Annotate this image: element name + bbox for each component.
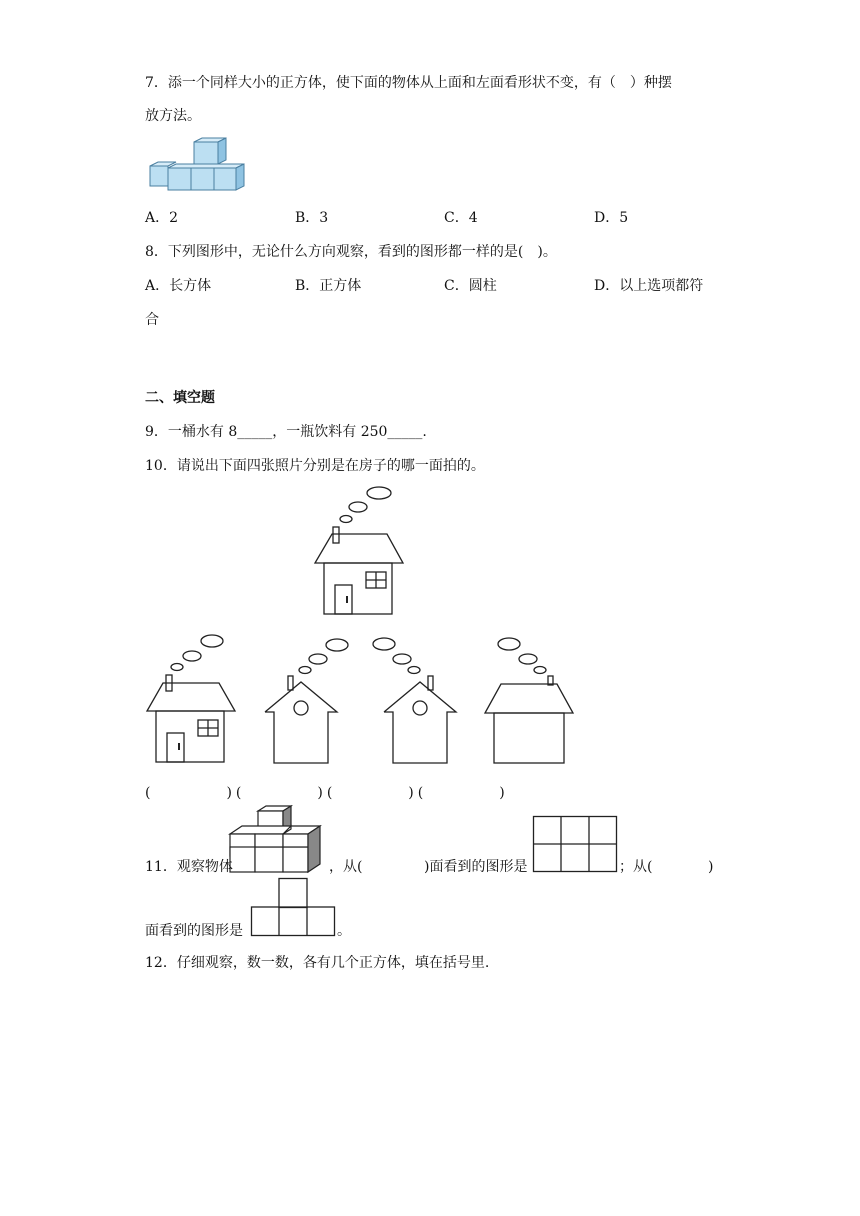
- q11-view-b: [251, 878, 335, 936]
- q11-line2: 面看到的图形是: [145, 923, 243, 939]
- section-title: 二、填空题: [145, 390, 215, 406]
- q11-solid-figure: [230, 807, 330, 873]
- q8-text: 8．下列图形中，无论什么方向观察，看到的图形都一样的是( )。: [145, 244, 557, 260]
- q11-part5: ): [708, 859, 714, 875]
- q8-option-d-wrap: 合: [145, 312, 159, 328]
- house-photo-2: [265, 639, 348, 763]
- house-photo-4: [485, 638, 573, 763]
- q7-option-c: C．4: [444, 210, 478, 226]
- q10-answer-blanks: ( )( )( )( ): [145, 785, 509, 801]
- q7-option-d: D．5: [594, 210, 629, 226]
- q8-option-d: D．以上选项都符: [594, 278, 704, 294]
- q8-option-a: A．长方体: [145, 278, 212, 294]
- q7-line2: 放方法。: [145, 108, 201, 124]
- house-front-main: [315, 487, 403, 614]
- q8-option-c: C．圆柱: [444, 278, 497, 294]
- q11-part4: ；从(: [619, 859, 653, 875]
- q11-line2-end: 。: [337, 923, 351, 939]
- q11-part1: 11．观察物体: [145, 859, 233, 875]
- q7-line1: 7．添一个同样大小的正方体，使下面的物体从上面和左面看形状不变，有（ ）种摆: [145, 75, 672, 91]
- q7-option-a: A．2: [145, 210, 179, 226]
- house-photo-1: [147, 635, 235, 762]
- q11-part3: )面看到的图形是: [424, 859, 528, 875]
- house-photo-3: [373, 638, 456, 763]
- q11-part2: ，从(: [329, 859, 363, 875]
- q9-text: 9．一桶水有 8_____，一瓶饮料有 250_____.: [145, 424, 427, 440]
- q7-option-b: B．3: [295, 210, 329, 226]
- q11-view-a: [533, 816, 617, 872]
- q12-text: 12．仔细观察，数一数，各有几个正方体，填在括号里.: [145, 955, 490, 971]
- q8-option-b: B．正方体: [295, 278, 362, 294]
- q10-text: 10．请说出下面四张照片分别是在房子的哪一面拍的。: [145, 458, 485, 474]
